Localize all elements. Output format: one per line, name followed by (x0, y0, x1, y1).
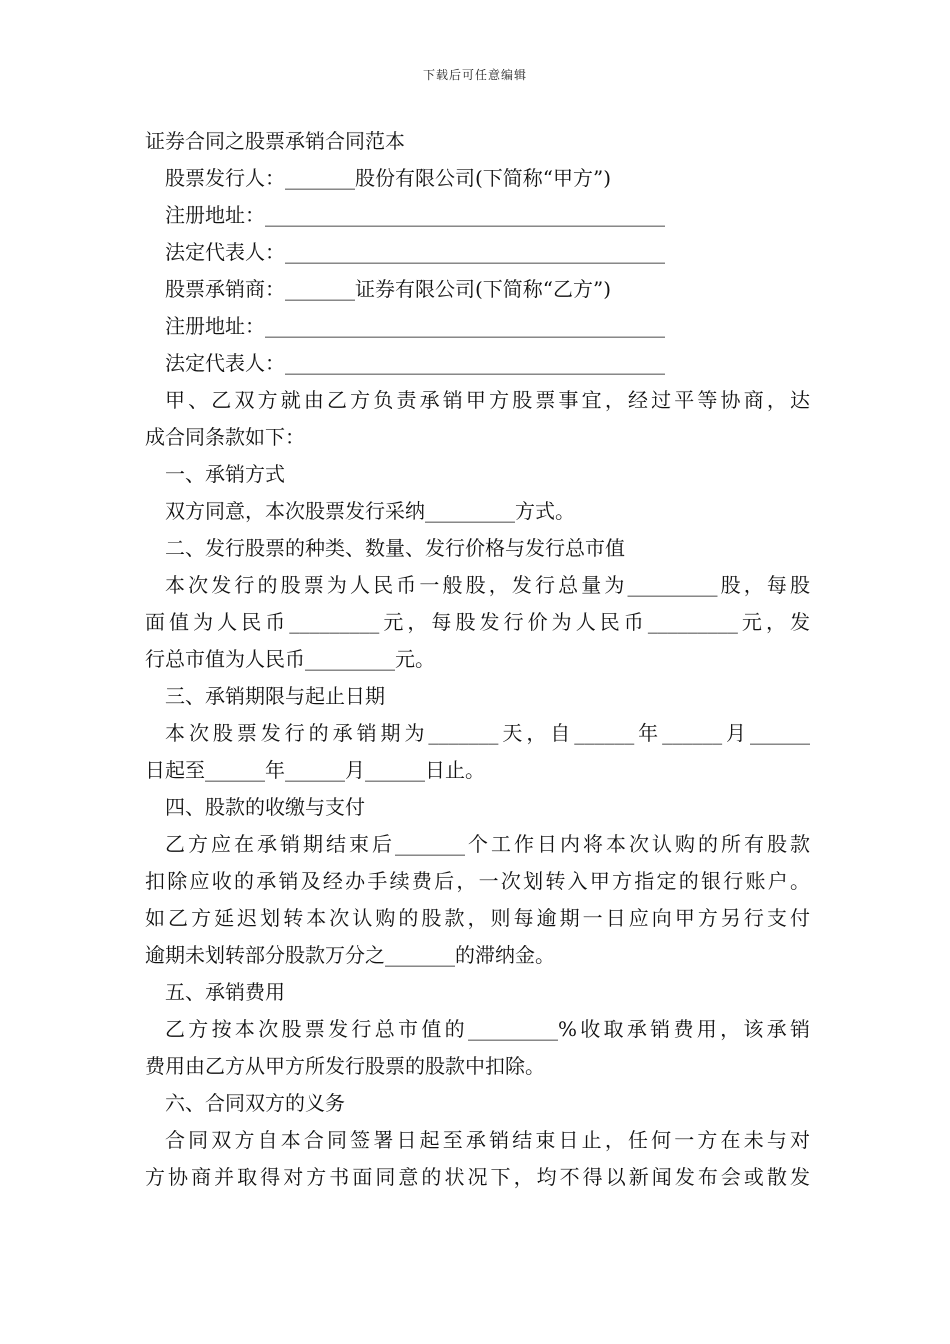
document-body (145, 123, 810, 1196)
section-5-text-2: 费用由乙方从甲方所发行股票的股款中扣除。 (145, 1054, 545, 1078)
underwriter-line: 股票承销商：_______证券有限公司(下简称“乙方”) (165, 277, 612, 301)
section-4-text-2: 扣除应收的承销及经办手续费后，一次划转入甲方指定的银行账户。 (145, 869, 810, 893)
section-5-heading: 五、承销费用 (165, 980, 285, 1004)
section-4-heading: 四、股款的收缴与支付 (165, 795, 365, 819)
section-1-heading: 一、承销方式 (165, 462, 285, 486)
section-3-text-2: 日起至______年______月______日止。 (145, 758, 485, 782)
section-2-text-2: 面值为人民币_________元，每股发行价为人民币_________元，发 (145, 610, 810, 634)
section-6-heading: 六、合同双方的义务 (165, 1091, 345, 1115)
preamble-line-2: 成合同条款如下： (145, 425, 305, 449)
section-4-text-3: 如乙方延迟划转本次认购的股款，则每逾期一日应向甲方另行支付 (145, 906, 810, 930)
section-2-text-3: 行总市值为人民币_________元。 (145, 647, 435, 671)
page-header: 下载后可任意编辑 (422, 68, 527, 82)
section-6-text-1: 合同双方自本合同签署日起至承销结束日止，任何一方在未与对 (165, 1128, 810, 1152)
section-1-text: 双方同意，本次股票发行采纳_________方式。 (165, 499, 575, 523)
issuer-address-line: 注册地址：________________________________________ (165, 203, 665, 227)
section-3-text-1: 本次股票发行的承销期为_______天，自______年______月______ (165, 721, 810, 745)
section-2-heading: 二、发行股票的种类、数量、发行价格与发行总市值 (165, 536, 625, 560)
section-6-text-2: 方协商并取得对方书面同意的状况下，均不得以新闻发布会或散发 (145, 1165, 810, 1189)
section-4-text-4: 逾期未划转部分股款万分之_______的滞纳金。 (145, 943, 555, 967)
issuer-line: 股票发行人：_______股份有限公司(下简称“甲方”) (165, 166, 612, 190)
underwriter-address-line: 注册地址：________________________________________ (165, 314, 665, 338)
issuer-representative-line: 法定代表人：______________________________________ (165, 240, 665, 264)
section-3-heading: 三、承销期限与起止日期 (165, 684, 385, 708)
section-2-text-1: 本次发行的股票为人民币一般股，发行总量为_________股，每股 (165, 573, 810, 597)
document-title: 证券合同之股票承销合同范本 (145, 129, 405, 153)
underwriter-representative-line: 法定代表人：______________________________________ (165, 351, 665, 375)
preamble-line-1: 甲、乙双方就由乙方负责承销甲方股票事宜，经过平等协商，达 (165, 388, 810, 412)
section-4-text-1: 乙方应在承销期结束后_______个工作日内将本次认购的所有股款 (165, 832, 810, 856)
section-5-text-1: 乙方按本次股票发行总市值的_________%收取承销费用，该承销 (165, 1017, 810, 1041)
